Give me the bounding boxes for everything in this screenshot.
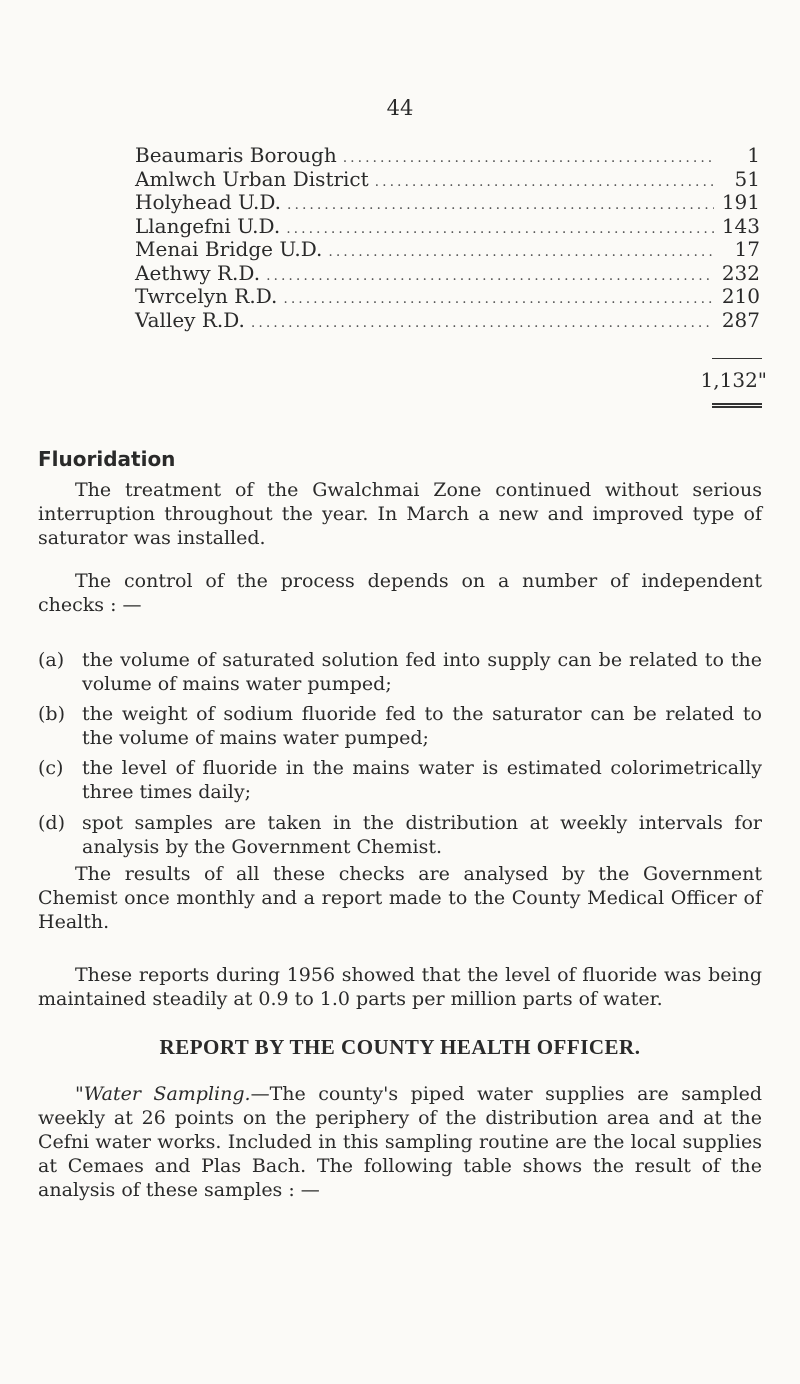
district-list <box>135 144 760 332</box>
leader-dots <box>343 147 714 171</box>
district-name: Beaumaris Borough <box>135 143 337 167</box>
list-item <box>38 702 762 750</box>
list-item <box>135 191 760 215</box>
paragraph-body: —The county's piped water supplies are sampled weekly at 26 points on the periphery of the distribution area and at the Cefni water works. Included in this sampling routine are the local supplies at Cemaes and Plas Bach. The following table shows the result of the analysis of these samples : — <box>38 1083 762 1201</box>
total-double-rule <box>712 403 762 409</box>
district-value: 1 <box>747 143 760 167</box>
item-text: spot samples are taken in the distribution at weekly intervals for analysis by the Government Chemist. <box>82 812 762 858</box>
list-item <box>38 756 762 804</box>
sum-rule <box>712 358 762 359</box>
item-text: the volume of saturated solution fed into supply can be related to the volume of mains water pumped; <box>82 649 762 695</box>
leader-dots <box>375 171 714 195</box>
district-name: Twrcelyn R.D. <box>135 284 278 308</box>
list-item <box>135 238 760 262</box>
item-marker: (c) <box>38 757 64 779</box>
item-marker: (b) <box>38 703 65 725</box>
district-name: Menai Bridge U.D. <box>135 237 323 261</box>
district-name: Valley R.D. <box>135 307 245 332</box>
list-item <box>135 309 760 333</box>
leader-dots <box>266 265 714 289</box>
list-item <box>38 648 762 696</box>
list-item <box>135 215 760 239</box>
item-marker: (d) <box>38 812 65 834</box>
section-heading-fluoridation: Fluoridation <box>38 447 176 471</box>
paragraph: These reports during 1956 showed that the level of fluoride was being maintained steadily at 0.9 to 1.0 parts per million parts of water. <box>38 964 762 1010</box>
paragraph <box>38 1082 762 1202</box>
district-value: 191 <box>721 190 760 214</box>
list-item <box>135 285 760 309</box>
list-item <box>135 168 760 192</box>
leader-dots <box>251 312 714 336</box>
district-value: 17 <box>734 237 760 261</box>
paragraph: The control of the process depends on a number of independent checks : — <box>38 570 762 616</box>
list-item <box>135 262 760 286</box>
district-name: Aethwy R.D. <box>135 260 261 285</box>
report-heading: REPORT BY THE COUNTY HEALTH OFFICER. <box>159 1035 641 1059</box>
item-text: the weight of sodium fluoride fed to the saturator can be related to the volume of mains water pumped; <box>82 703 762 749</box>
item-text: the level of fluoride in the mains water is estimated colorimetrically three times daily; <box>82 757 762 803</box>
leader-dots <box>287 194 714 218</box>
paragraph: The treatment of the Gwalchmai Zone continued without serious interruption throughout the year. In March a new and improved type of saturator was installed. <box>38 479 762 549</box>
district-value: 51 <box>734 166 760 191</box>
item-marker: (a) <box>38 649 65 671</box>
district-name: Holyhead U.D. <box>135 190 282 214</box>
district-value: 210 <box>721 284 760 308</box>
italic-lead: "Water Sampling. <box>75 1083 251 1105</box>
list-item <box>38 811 762 859</box>
district-name: Amlwch Urban District <box>135 166 369 191</box>
page-number: 44 <box>386 96 414 120</box>
leader-dots <box>328 241 714 265</box>
leader-dots <box>286 218 714 242</box>
leader-dots <box>283 288 714 312</box>
district-total: 1,132" <box>700 368 767 392</box>
district-value: 287 <box>721 307 760 332</box>
paragraph: The results of all these checks are analysed by the Government Chemist once monthly and a report made to the County Medical Officer of Health. <box>38 863 762 933</box>
district-name: Llangefni U.D. <box>135 213 281 238</box>
district-value: 232 <box>721 260 760 285</box>
list-item <box>135 144 760 168</box>
district-value: 143 <box>721 213 760 238</box>
